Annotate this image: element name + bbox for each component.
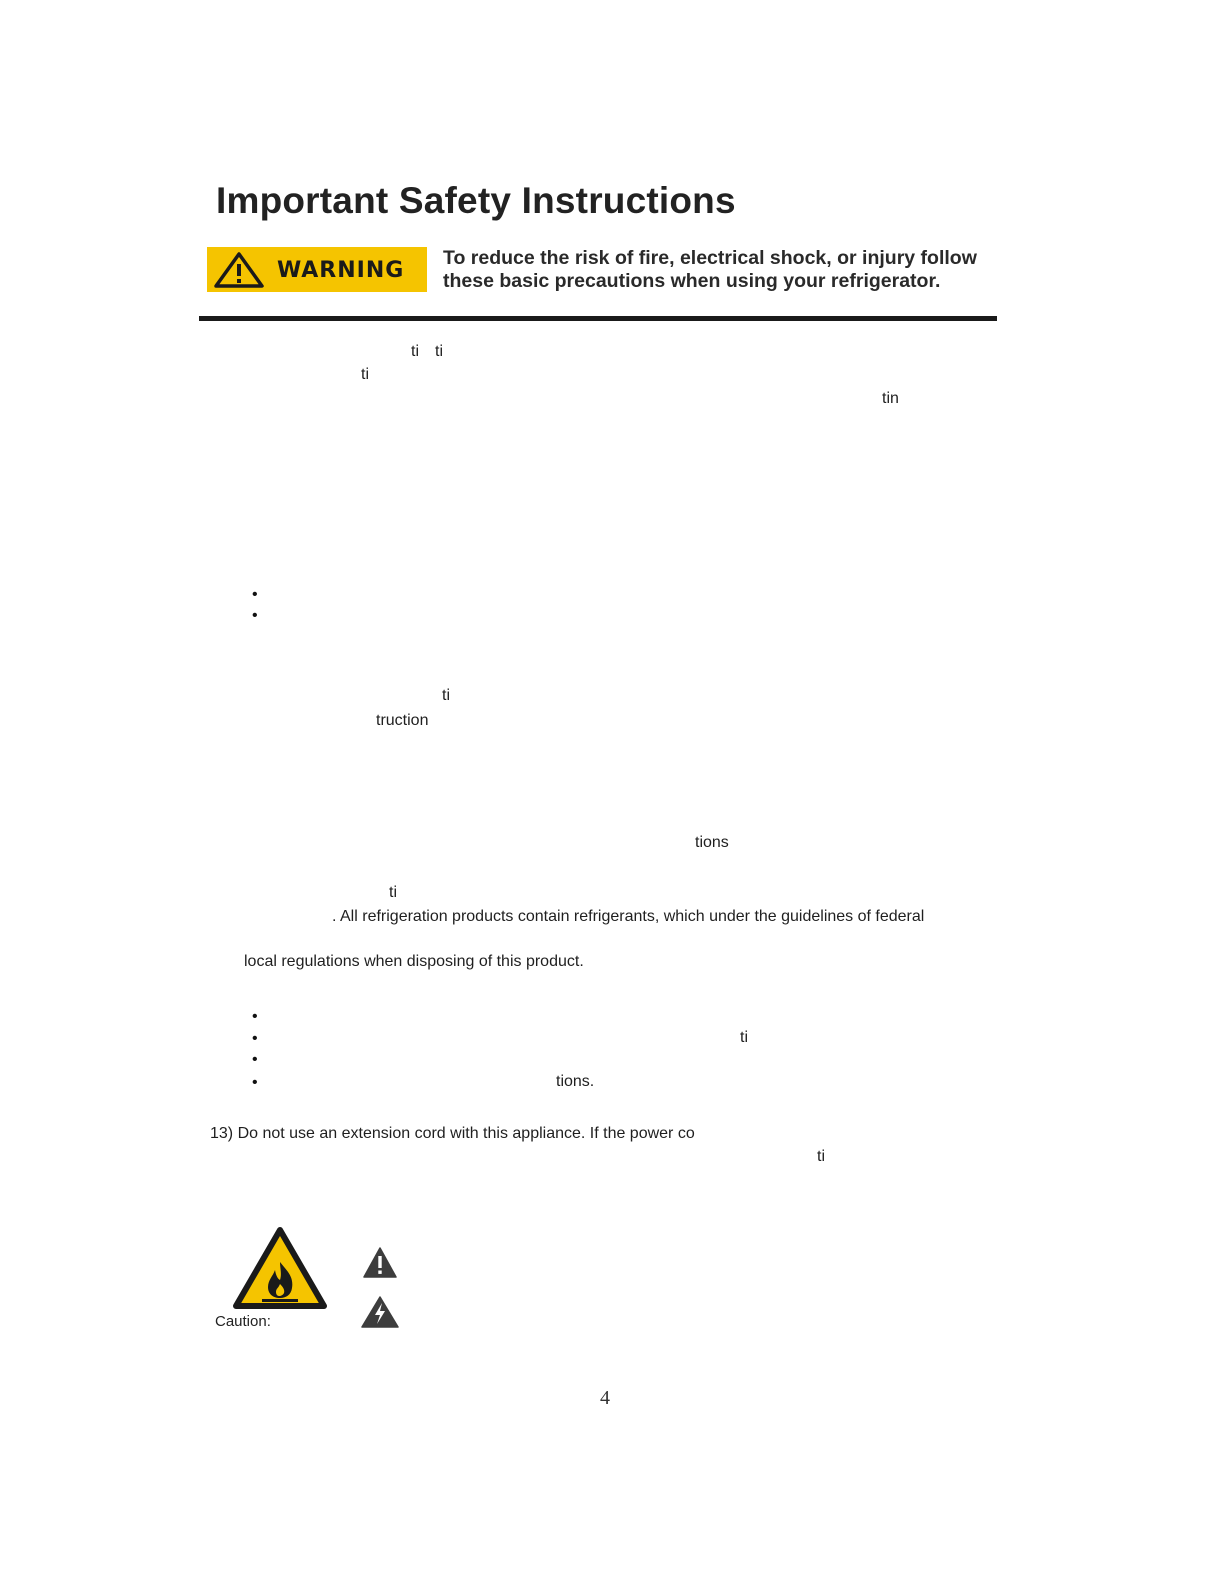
warning-triangle-icon	[213, 251, 265, 289]
warning-label: WARNING	[277, 258, 405, 283]
text-fragment: . All refrigeration products contain refrigerants, which under the guidelines of federal	[332, 908, 925, 925]
electrical-hazard-icon	[361, 1296, 399, 1328]
page-title: Important Safety Instructions	[216, 180, 736, 221]
text-fragment: ti	[389, 884, 397, 901]
warning-badge	[207, 247, 427, 292]
text-fragment: ti	[361, 366, 369, 383]
intro-line-2: these basic precautions when using your refrigerator.	[443, 270, 941, 292]
text-fragment: ti	[817, 1148, 825, 1165]
caution-label: Caution:	[215, 1313, 271, 1330]
intro-line-1: To reduce the risk of fire, electrical shock, or injury follow	[443, 247, 977, 269]
text-fragment: tions	[695, 834, 729, 851]
bullet-marker: •	[252, 1074, 258, 1091]
text-fragment: local regulations when disposing of this product.	[244, 953, 584, 970]
text-fragment: ti	[740, 1029, 748, 1046]
text-fragment: tions.	[556, 1073, 595, 1090]
text-fragment: ti	[411, 343, 419, 360]
exclamation-triangle-icon	[363, 1247, 397, 1278]
bullet-marker: •	[252, 607, 258, 624]
text-fragment: truction	[376, 712, 429, 729]
bullet-marker: •	[252, 1030, 258, 1047]
text-fragment: ti	[442, 687, 450, 704]
bullet-marker: •	[252, 1008, 258, 1025]
page-number: 4	[600, 1387, 610, 1409]
bullet-marker: •	[252, 586, 258, 603]
text-fragment: ti	[435, 343, 443, 360]
flammable-warning-icon	[232, 1226, 328, 1310]
bullet-marker: •	[252, 1051, 258, 1068]
list-item-13: 13) Do not use an extension cord with this appliance. If the power co	[210, 1125, 695, 1142]
section-divider	[199, 316, 997, 321]
text-fragment: tin	[882, 390, 899, 407]
